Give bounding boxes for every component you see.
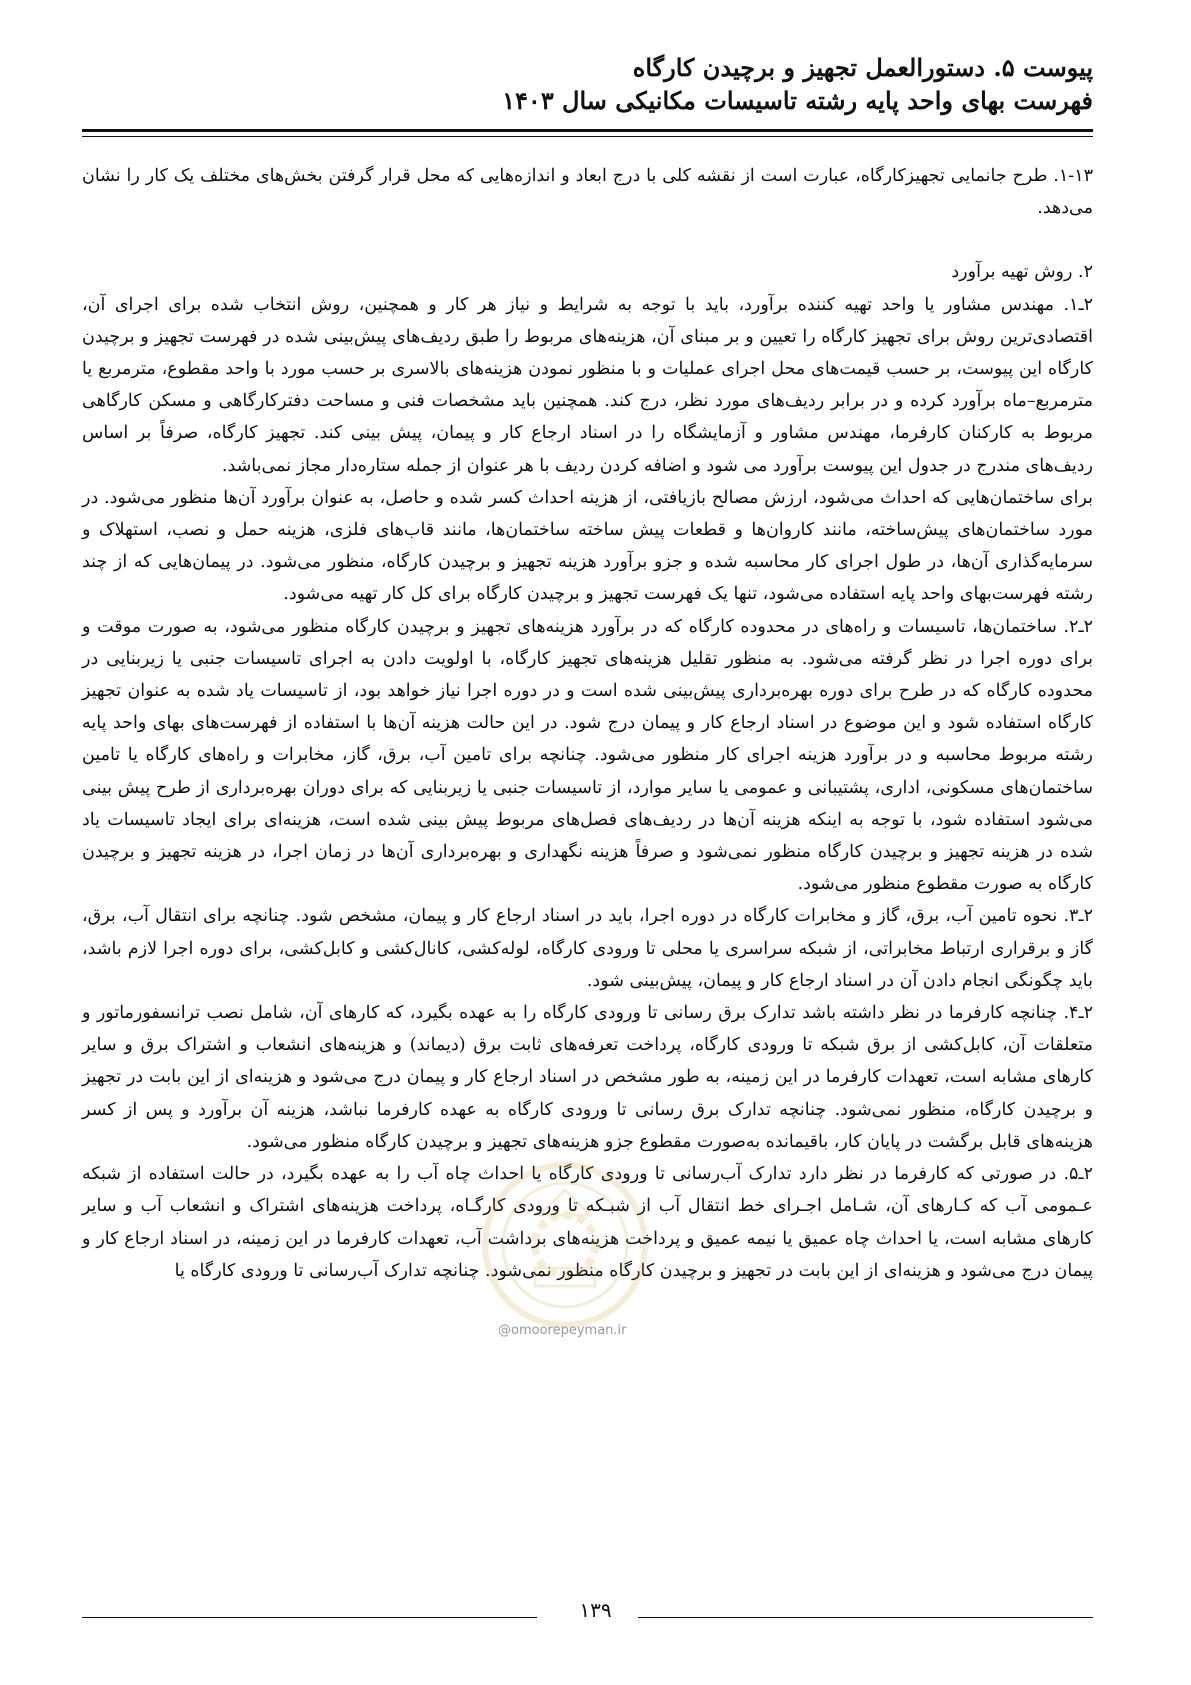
section-heading-estimation-method: ۲. روش تهیه برآورد (951, 262, 1093, 283)
header-rule-thick (82, 129, 1093, 132)
paragraph-2-5: ۲ـ۵. در صورتی که کارفرما در نظر دارد تدارک آب‌رسانی تا ورودی کارگاه یا احداث چاه آب را به عهده بگیرد، در حالت استفاده از شبکه عـمومی آب که کـارهای آن، شـامل اجـرای خط انتقال آب از شبـکه تا ورودی کارگـاه، پرداخت هزینه‌های اشتراک و انشعاب آب و سایر کارهای مشابه است، یا احداث چاه عمیق یا نیمه عمیق و پرداخت هزینه‌های برداشت آب، تعهدات کارفرما در این زمینه، در اسناد ارجاع کار و پیمان درج می‌شود و هزینه‌ای از این بابت در تجهیز و برچیدن کارگاه منظور نمی‌شود. چنانچه تدارک آب‌رسانی تا ورودی کارگاه یا (82, 1164, 1093, 1281)
paragraph-2-2: ۲ـ۲. ساختمان‌ها، تاسیسات و راه‌های در محدوده کارگاه که در برآورد هزینه‌های تجهیز و برچیدن کارگاه منظور می‌شود، به صورت موقت و برای دوره اجرا در نظر گرفته می‌شود. به منظور تقلیل هزینه‌های تجهیز کارگاه، با اولویت دادن به اجرای تاسیسات جنبی یا زیربنایی در محدوده کارگاه که در طرح برای دوره بهره‌برداری پیش‌بینی شده است و در دوره اجرا نیاز خواهد بود، از تاسیسات یاد شده به عنوان تجهیز کارگاه استفاده شود و این موضوع در اسناد ارجاع کار و پیمان درج شود. در این حالت هزینه آن‌ها با استفاده از فهرست‌های بهای واحد پایه رشته مربوط محاسبه و در برآورد هزینه اجرای کار منظور می‌شود. چنانچه برای تامین آب، برق، گاز، مخابرات و راه‌های کارگاه یا تامین ساختمان‌های مسکونی، اداری، پشتیبانی و عمومی یا سایر موارد، از تاسیسات جنبی یا زیربنایی که برای دوران بهره‌برداری از طرح پیش بینی می‌شود استفاده شود، با توجه به اینکه هزینه آن‌ها در ردیف‌های فصل‌های مربوط پیش بینی شده است، هزینه‌ای برای ایجاد تاسیسات یاد شده در هزینه تجهیز و برچیدن کارگاه منظور نمی‌شود و صرفاً هزینه نگهداری و بهره‌برداری آن‌ها در زمان اجرا، در هزینه تجهیز و برچیدن کارگاه به صورت مقطوع منظور می‌شود. (82, 616, 1093, 895)
paragraph-2-3: ۲ـ۳. نحوه تامین آب، برق، گاز و مخابرات کارگاه در دوره اجرا، باید در اسناد ارجاع کار و پیمان، مشخص شود. چنانچه برای انتقال آب، برق، گاز و برقراری ارتباط مخابراتی، از شبکه سراسری یا محلی تا ورودی کارگاه، لوله‌کشی، کانال‌کشی و کابل‌کشی، برای دوره اجرا لازم باشد، باید چگونگی انجام دادن آن در اسناد ارجاع کار و پیمان، پیش‌بینی شود. (82, 906, 1093, 991)
paragraph-2-4: ۲ـ۴. چنانچه کارفرما در نظر داشته باشد تدارک برق رسانی تا ورودی کارگاه را به عهده بگیرد، که کارهای آن، شامل نصب ترانسفورماتور و متعلقات آن، کابل‌کشی از برق شبکه تا ورودی کارگاه، پرداخت تعرفه‌های ثابت برق (دیماند) و هزینه‌های انشعاب و اشتراک برق و سایر کارهای مشابه است، تعهدات کارفرما در این زمینه، به طور مشخص در اسناد ارجاع کار و پیمان درج می‌شود و هزینه‌ای از این بابت در تجهیز و برچیدن کارگاه، منظور نمی‌شود. چنانچه تدارک برق رسانی تا ورودی کارگاه به عهده کارفرما نباشد، هزینه آن برآورد و پس از کسر هزینه‌های قابل برگشت در پایان کار، باقیمانده به‌صورت مقطوع جزو هزینه‌های تجهیز و برچیدن کارگاه منظور می‌شود. (82, 1003, 1093, 1152)
header-rule-thin (82, 136, 1093, 137)
header-title-price-list: فهرست بهای واحد پایه رشته تاسیسات مکانیکی سال ۱۴۰۳ (502, 86, 1093, 115)
page-number: ۱۳۹ (579, 1598, 612, 1622)
paragraph-2-1: ۲ـ۱. مهندس مشاور یا واحد تهیه کننده برآورد، باید با توجه به شرایط و نیاز هر کار و همچنین، روش انتخاب شده برای اجرای آن، اقتصادی‌ترین روش برای تجهیز کارگاه را تعیین و بر مبنای آن، هزینه‌های مربوط را طبق ردیف‌های پیش‌بینی شده در فهرست تجهیز و برچیدن کارگاه این پیوست، بر حسب قیمت‌های محل اجرای عملیات و با منظور نمودن هزینه‌های بالاسری بر حسب مورد با واحد مقطوع، مترمربع یا مترمربع–ماه برآورد کرده و در برابر ردیف‌های مورد نظر، درج کند. همچنین باید مشخصات فنی و مساحت دفترکارگاهی و مسکن کارگاهی مربوط به کارکنان کارفرما، مهندس مشاور و آزمایشگاه را در اسناد ارجاع کار و پیمان، پیش بینی کند. تجهیز کارگاه، صرفاً بر اساس ردیف‌های مندرج در جدول این پیوست برآورد می شود و اضافه کردن ردیف با هر عنوان از جمله ستاره‌دار مجاز نمی‌باشد. (82, 294, 1093, 476)
header-title-appendix: پیوست ۵. دستورالعمل تجهیز و برچیدن کارگاه (632, 53, 1093, 82)
paragraph-1-13: ۱-۱۳. طرح جانمایی تجهیزکارگاه، عبارت است از نقشه کلی با درج ابعاد و اندازه‌هایی که محل قرار گرفتن بخش‌های مختلف یک کار را نشان می‌دهد. (82, 166, 1093, 219)
watermark-text: @omoorepeyman.ir (498, 1323, 627, 1338)
document-body (82, 160, 1093, 1287)
page-header (93, 52, 1093, 118)
paragraph-buildings: برای ساختمان‌هایی که احداث می‌شود، ارزش مصالح بازیافتی، از هزینه احداث کسر شده و حاصل، به عنوان برآورد آن‌ها منظور می‌شود. در مورد ساختمان‌های پیش‌ساخته، مانند کاروان‌ها و قطعات پیش ساخته ساختمان‌ها، مانند قاب‌های فلزی، هزینه حمل و نصب، استهلاک و سرمایه‌گذاری آن‌ها، در طول اجرای کار محاسبه شده و جزو برآورد هزینه تجهیز و برچیدن کارگاه، منظور می‌شود. در پیمان‌هایی که از چند رشته فهرست‌بهای واحد پایه استفاده می‌شود، تنها یک فهرست تجهیز و برچیدن کارگاه برای کل کار تهیه می‌شود. (82, 487, 1093, 605)
